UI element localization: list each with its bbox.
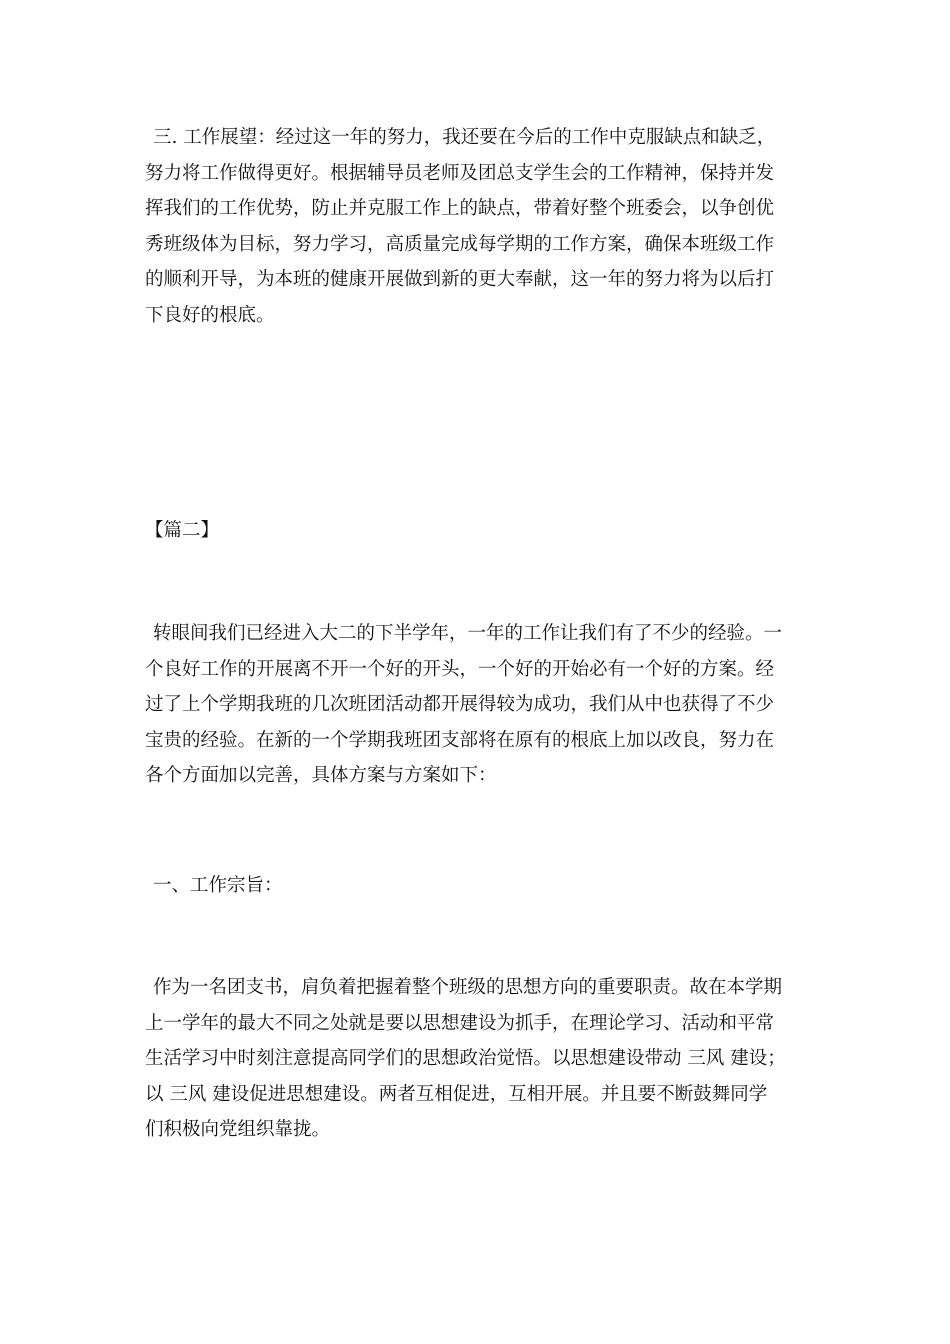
purpose-paragraph (145, 970, 810, 1148)
paragraph-line: 以 三风 建设促进思想建设。两者互相促进，互相开展。并且要不断鼓舞同学 (145, 1083, 768, 1105)
paragraph-line: 个良好工作的开展离不开一个好的开头，一个好的开始必有一个好的方案。经 (145, 658, 775, 680)
paragraph-line: 们积极向党组织靠拢。 (145, 1119, 331, 1141)
paragraph-line: 上一学年的最大不同之处就是要以思想建设为抓手，在理论学习、活动和平常 (145, 1012, 775, 1034)
paragraph-line: 三. 工作展望：经过这一年的努力，我还要在今后的工作中克服缺点和缺乏， (153, 127, 776, 148)
paragraph-line: 挥我们的工作优势，防止并克服工作上的缺点，带着好整个班委会，以争创优 (145, 198, 775, 220)
paragraph-line: 过了上个学期我班的几次班团活动都开展得较为成功，我们从中也获得了不少 (145, 694, 775, 716)
paragraph-line: 的顺利开导，为本班的健康开展做到新的更大奉献，这一年的努力将为以后打 (145, 269, 775, 291)
paragraph-line: 宝贵的经验。在新的一个学期我班团支部将在原有的根底上加以改良，努力在 (145, 729, 775, 751)
work-outlook-paragraph (145, 120, 810, 334)
paragraph-line: 作为一名团支书，肩负着把握着整个班级的思想方向的重要职责。故在本学期 (153, 977, 783, 998)
paragraph-line: 秀班级体为目标，努力学习，高质量完成每学期的工作方案，确保本班级工作 (145, 233, 775, 255)
paragraph-line: 转眼间我们已经进入大二的下半学年，一年的工作让我们有了不少的经验。一 (153, 623, 783, 644)
intro-paragraph (145, 616, 810, 794)
paragraph-line: 努力将工作做得更好。根据辅导员老师及团总支学生会的工作精神，保持并发 (145, 162, 775, 184)
section-title: 【篇二】 (145, 520, 220, 541)
paragraph-line: 下良好的根底。 (145, 304, 275, 326)
purpose-heading: 一、工作宗旨： (153, 875, 283, 896)
purpose-heading-block (145, 868, 810, 904)
section-title-block (145, 513, 810, 549)
paragraph-line: 生活学习中时刻注意提高同学们的思想政治觉悟。以思想建设带动 三风 建设； (145, 1048, 786, 1070)
paragraph-line: 各个方面加以完善，具体方案与方案如下： (145, 765, 497, 787)
